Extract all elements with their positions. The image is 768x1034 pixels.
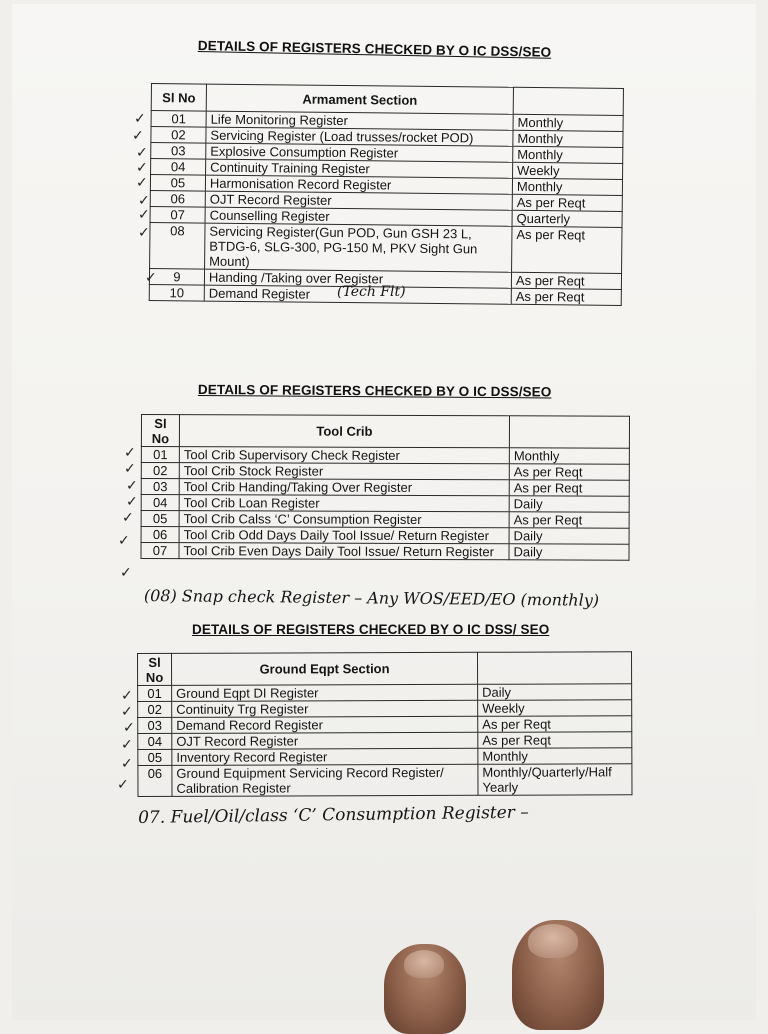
check-mark-icon: ✓ xyxy=(132,128,144,144)
check-mark-icon: ✓ xyxy=(121,737,133,753)
table-row: 01 Tool Crib Supervisory Check Register Monthly xyxy=(141,447,629,465)
table-row: 05 Harmonisation Record Register Monthly xyxy=(150,175,622,196)
handwritten-note-snap-check: (08) Snap check Register – Any WOS/EED/EO (monthly) xyxy=(143,586,600,610)
check-mark-icon: ✓ xyxy=(123,720,135,736)
tool-crib-table xyxy=(140,414,630,561)
table-row: 06 Ground Equipment Servicing Record Register/ Calibration Register Monthly/Quarterly/Half Yearly xyxy=(138,764,632,797)
col-sl: Sl No xyxy=(141,415,179,447)
toenail-right xyxy=(528,924,578,958)
check-mark-icon: ✓ xyxy=(136,175,148,191)
table-row: 10 Demand Register As per Reqt xyxy=(149,284,621,305)
table-row: 06 OJT Record Register As per Reqt xyxy=(150,190,622,211)
toenail-left xyxy=(404,950,444,978)
table-row: 07 Counselling Register Quarterly xyxy=(150,206,622,227)
check-mark-icon: ✓ xyxy=(117,777,129,793)
section2-heading: DETAILS OF REGISTERS CHECKED BY O IC DSS/SEO xyxy=(197,382,552,400)
table-row: 04 OJT Record Register As per Reqt xyxy=(138,732,632,750)
check-mark-icon: ✓ xyxy=(121,756,133,772)
table-row: 03 Explosive Consumption Register Monthly xyxy=(151,143,623,164)
check-mark-icon: ✓ xyxy=(126,494,138,510)
col-frequency xyxy=(477,652,631,685)
handwritten-note-fuel-oil: 07. Fuel/Oil/class ‘C’ Consumption Register – xyxy=(138,802,529,828)
table-row: 02 Tool Crib Stock Register As per Reqt xyxy=(141,463,629,481)
table-row: 07 Tool Crib Even Days Daily Tool Issue/ Return Register Daily xyxy=(141,543,629,561)
table-row: 05 Inventory Record Register Monthly xyxy=(138,748,632,766)
table-row: 02 Servicing Register (Load trusses/rocket POD) Monthly xyxy=(151,127,623,148)
handwritten-note-tech-flt: (Tech Flt) xyxy=(337,284,406,300)
table-row: 04 Tool Crib Loan Register Daily xyxy=(141,495,629,513)
check-mark-icon: ✓ xyxy=(138,207,150,223)
check-mark-icon: ✓ xyxy=(136,145,148,161)
col-title: Ground Eqpt Section xyxy=(172,652,478,685)
table-row: 04 Continuity Training Register Weekly xyxy=(151,159,623,180)
col-title: Tool Crib xyxy=(179,415,509,448)
table-row: 02 Continuity Trg Register Weekly xyxy=(138,700,632,718)
check-mark-icon: ✓ xyxy=(134,111,146,127)
col-sl: Sl No xyxy=(138,653,172,685)
table-row: 05 Tool Crib Calss ‘C’ Consumption Register As per Reqt xyxy=(141,511,629,529)
check-mark-icon: ✓ xyxy=(121,688,133,704)
check-mark-icon: ✓ xyxy=(138,193,150,209)
armament-table xyxy=(149,83,624,306)
col-frequency xyxy=(513,87,623,115)
table-row: 03 Demand Record Register As per Reqt xyxy=(138,716,632,734)
check-mark-icon: ✓ xyxy=(122,510,134,526)
col-frequency xyxy=(509,416,629,448)
check-mark-icon: ✓ xyxy=(120,565,132,581)
check-mark-icon: ✓ xyxy=(124,461,136,477)
section1-heading: DETAILS OF REGISTERS CHECKED BY O IC DSS/SEO xyxy=(197,38,552,60)
table-row: 03 Tool Crib Handing/Taking Over Register As per Reqt xyxy=(141,479,629,497)
check-mark-icon: ✓ xyxy=(136,160,148,176)
table-row: 06 Tool Crib Odd Days Daily Tool Issue/ Return Register Daily xyxy=(141,527,629,545)
col-sl: Sl No xyxy=(151,84,206,112)
table-row: 01 Life Monitoring Register Monthly xyxy=(151,111,623,132)
col-title: Armament Section xyxy=(206,84,513,114)
table-row: 08 Servicing Register(Gun POD, Gun GSH 23 L, BTDG-6, SLG-300, PG-150 M, PKV Sight Gun Mount) As per Reqt xyxy=(150,222,622,273)
section3-heading: DETAILS OF REGISTERS CHECKED BY O IC DSS/ SEO xyxy=(192,622,550,637)
table-row: 01 Ground Eqpt DI Register Daily xyxy=(138,684,632,702)
check-mark-icon: ✓ xyxy=(145,270,157,286)
check-mark-icon: ✓ xyxy=(124,445,136,461)
check-mark-icon: ✓ xyxy=(118,533,130,549)
check-mark-icon: ✓ xyxy=(138,225,150,241)
table-row: 9 Handing /Taking over Register As per Reqt xyxy=(149,268,621,289)
ground-eqpt-table xyxy=(137,651,632,797)
check-mark-icon: ✓ xyxy=(126,478,138,494)
check-mark-icon: ✓ xyxy=(121,704,133,720)
